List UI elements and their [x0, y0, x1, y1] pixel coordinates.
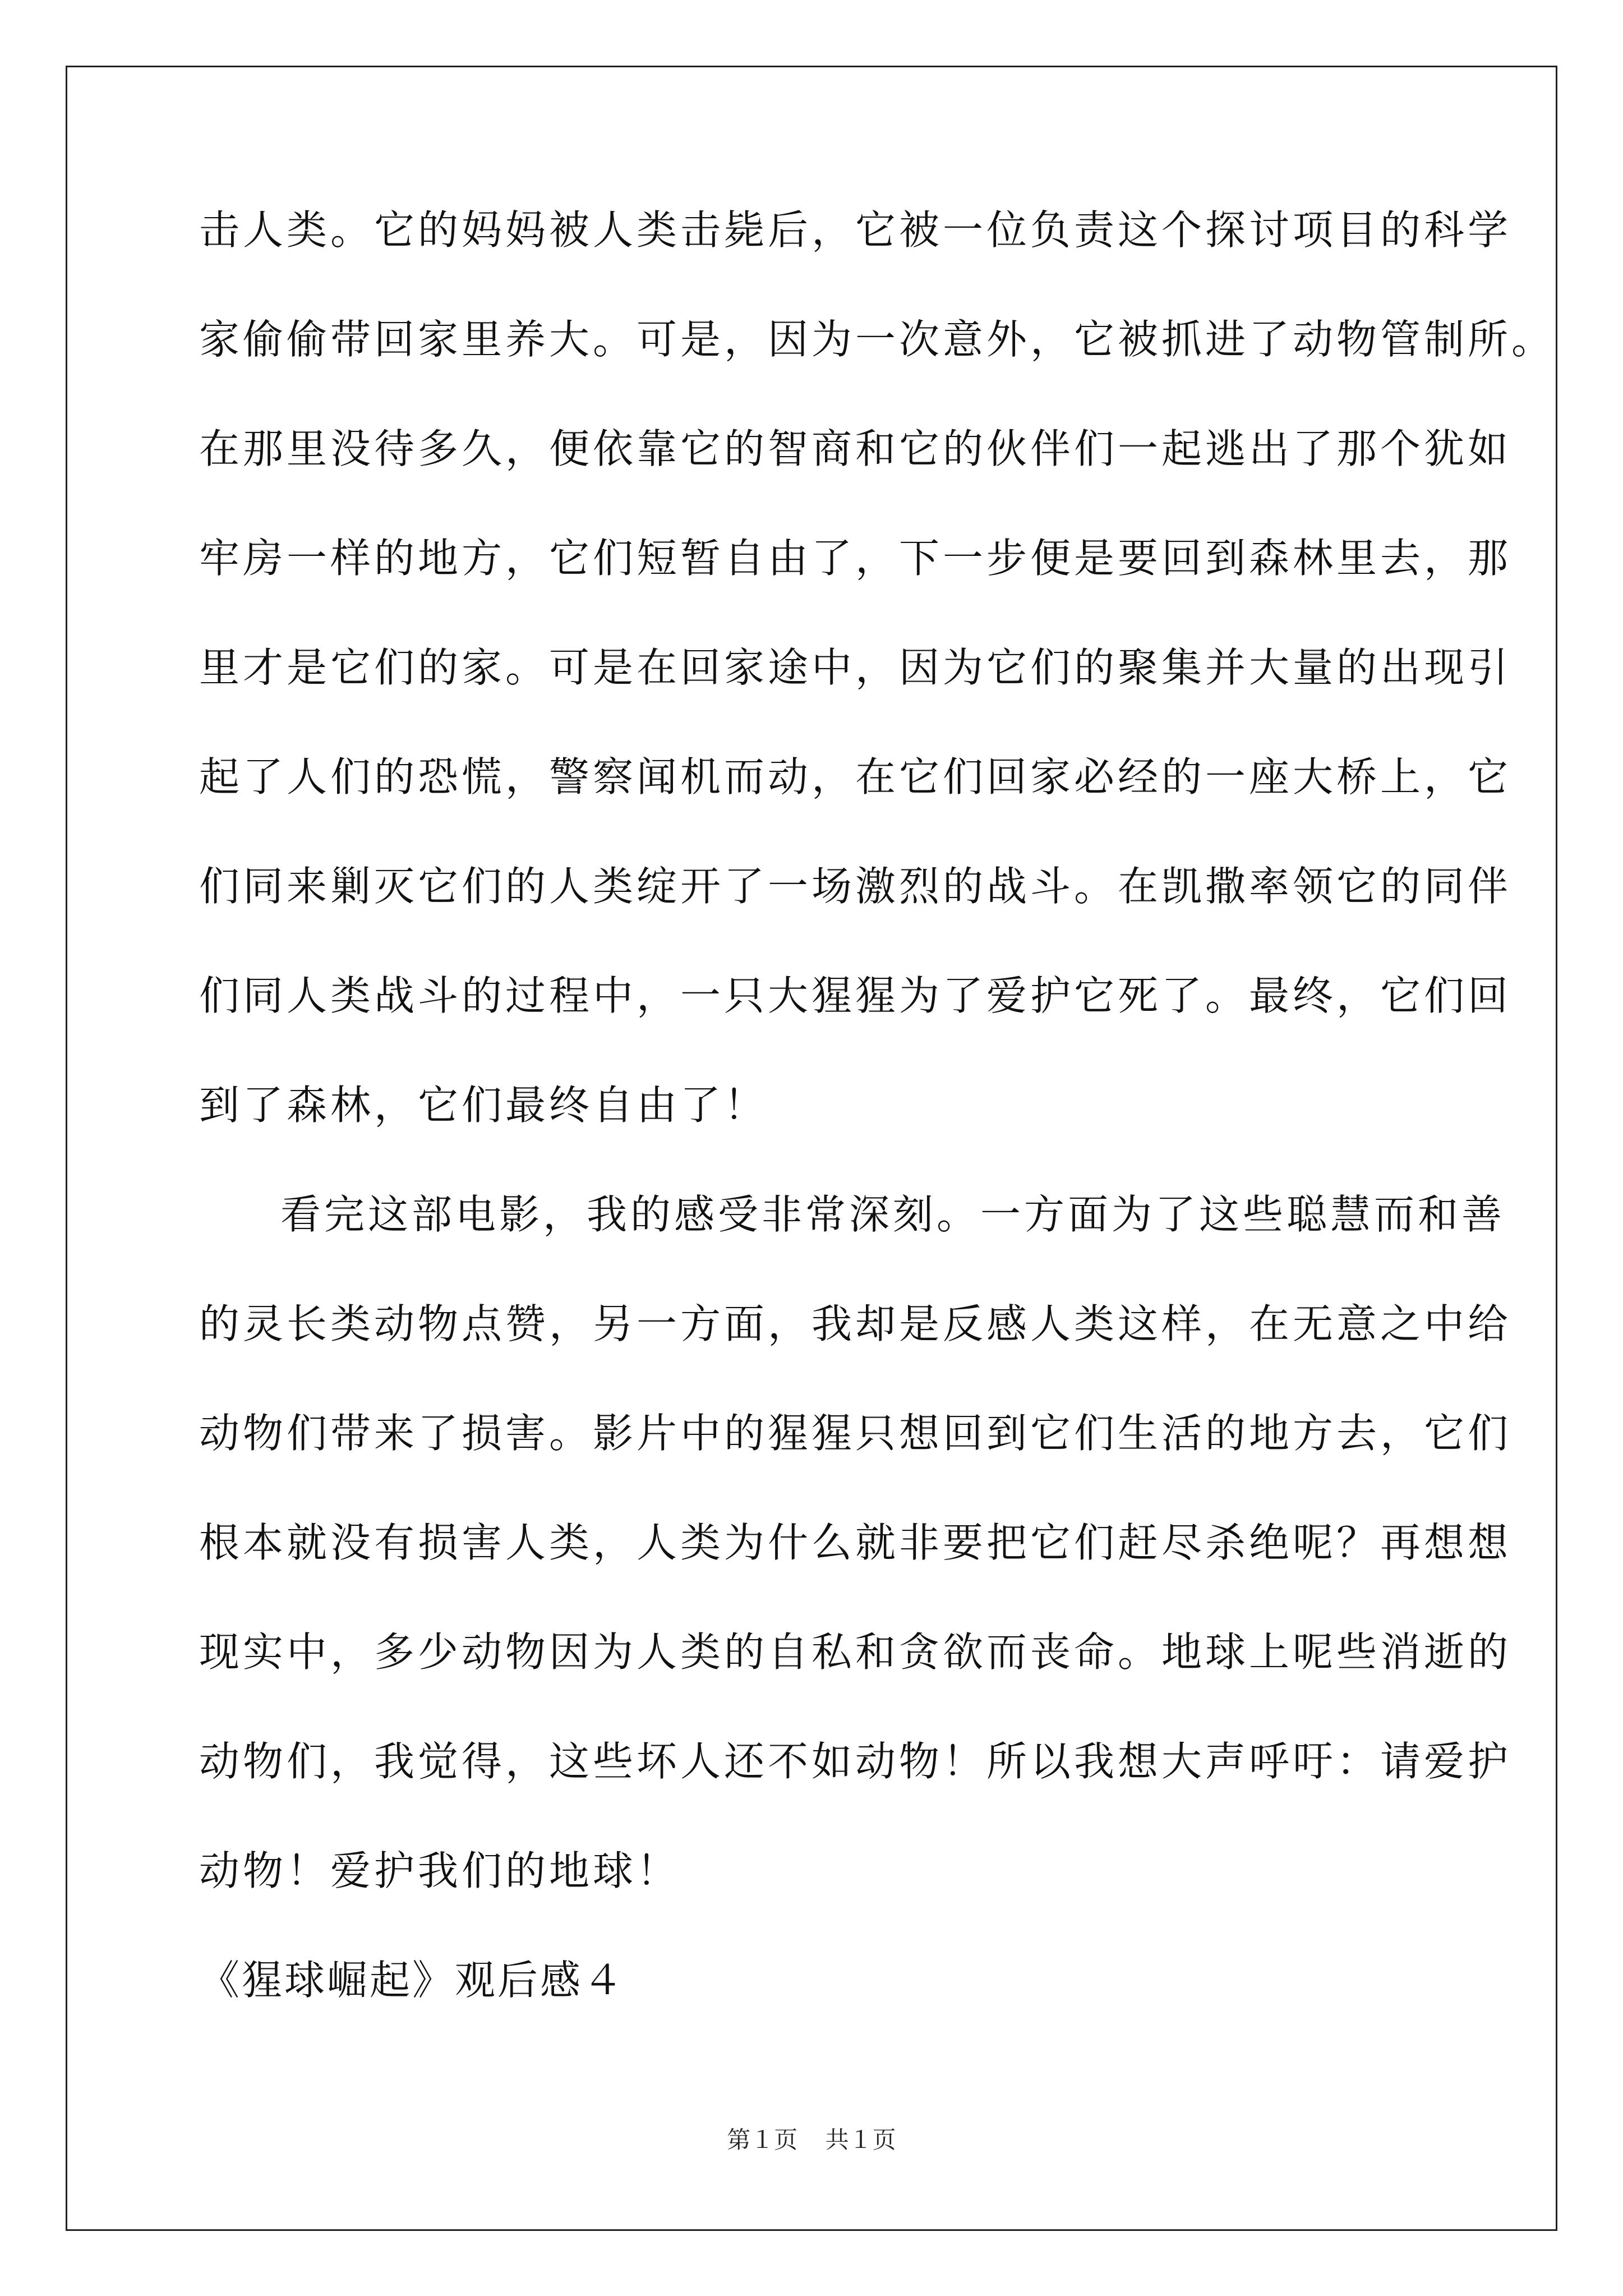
text-line: 动物们，我觉得，这些坏人还不如动物！所以我想大声呼吁：请爱护	[199, 1738, 1512, 1785]
text-line: 里才是它们的家。可是在回家途中，因为它们的聚集并大量的出现引	[199, 644, 1512, 691]
text-line: 根本就没有损害人类，人类为什么就非要把它们赶尽杀绝呢？再想想	[199, 1519, 1512, 1566]
paragraph-1	[199, 202, 1556, 1133]
text-line: 牢房一样的地方，它们短暂自由了，下一步便是要回到森林里去，那	[199, 535, 1512, 582]
text-line: 们同来剿灭它们的人类绽开了一场激烈的战斗。在凯撒率领它的同伴	[199, 863, 1512, 910]
text-line: 们同人类战斗的过程中，一只大猩猩为了爱护它死了。最终，它们回	[199, 972, 1512, 1019]
text-line: 在那里没待多久，便依靠它的智商和它的伙伴们一起逃出了那个犹如	[199, 425, 1512, 472]
page-footer	[0, 2123, 1623, 2157]
page-total: 共１页	[825, 2126, 896, 2154]
page-number: 第１页	[727, 2126, 798, 2154]
text-line: 动物！爱护我们的地球！	[199, 1847, 681, 1894]
text-line: 到了森林，它们最终自由了！	[199, 1082, 768, 1129]
document-body	[199, 202, 1556, 2008]
text-line: 的灵长类动物点赞，另一方面，我却是反感人类这样，在无意之中给	[199, 1300, 1512, 1347]
text-line: 动物们带来了损害。影片中的猩猩只想回到它们生活的地方去，它们	[199, 1410, 1512, 1457]
text-line: 击人类。它的妈妈被人类击毙后，它被一位负责这个探讨项目的科学	[199, 206, 1512, 254]
text-line: 现实中，多少动物因为人类的自私和贪欲而丧命。地球上呢些消逝的	[199, 1628, 1512, 1676]
text-line: 看完这部电影，我的感受非常深刻。一方面为了这些聪慧而和善	[280, 1191, 1506, 1238]
text-line: 家偷偷带回家里养大。可是，因为一次意外，它被抓进了动物管制所。	[199, 316, 1556, 363]
paragraph-2	[199, 1186, 1512, 1899]
text-line: 起了人们的恐慌，警察闻机而动，在它们回家必经的一座大桥上，它	[199, 753, 1512, 800]
next-section-title: 《猩球崛起》观后感４	[199, 1957, 626, 2004]
